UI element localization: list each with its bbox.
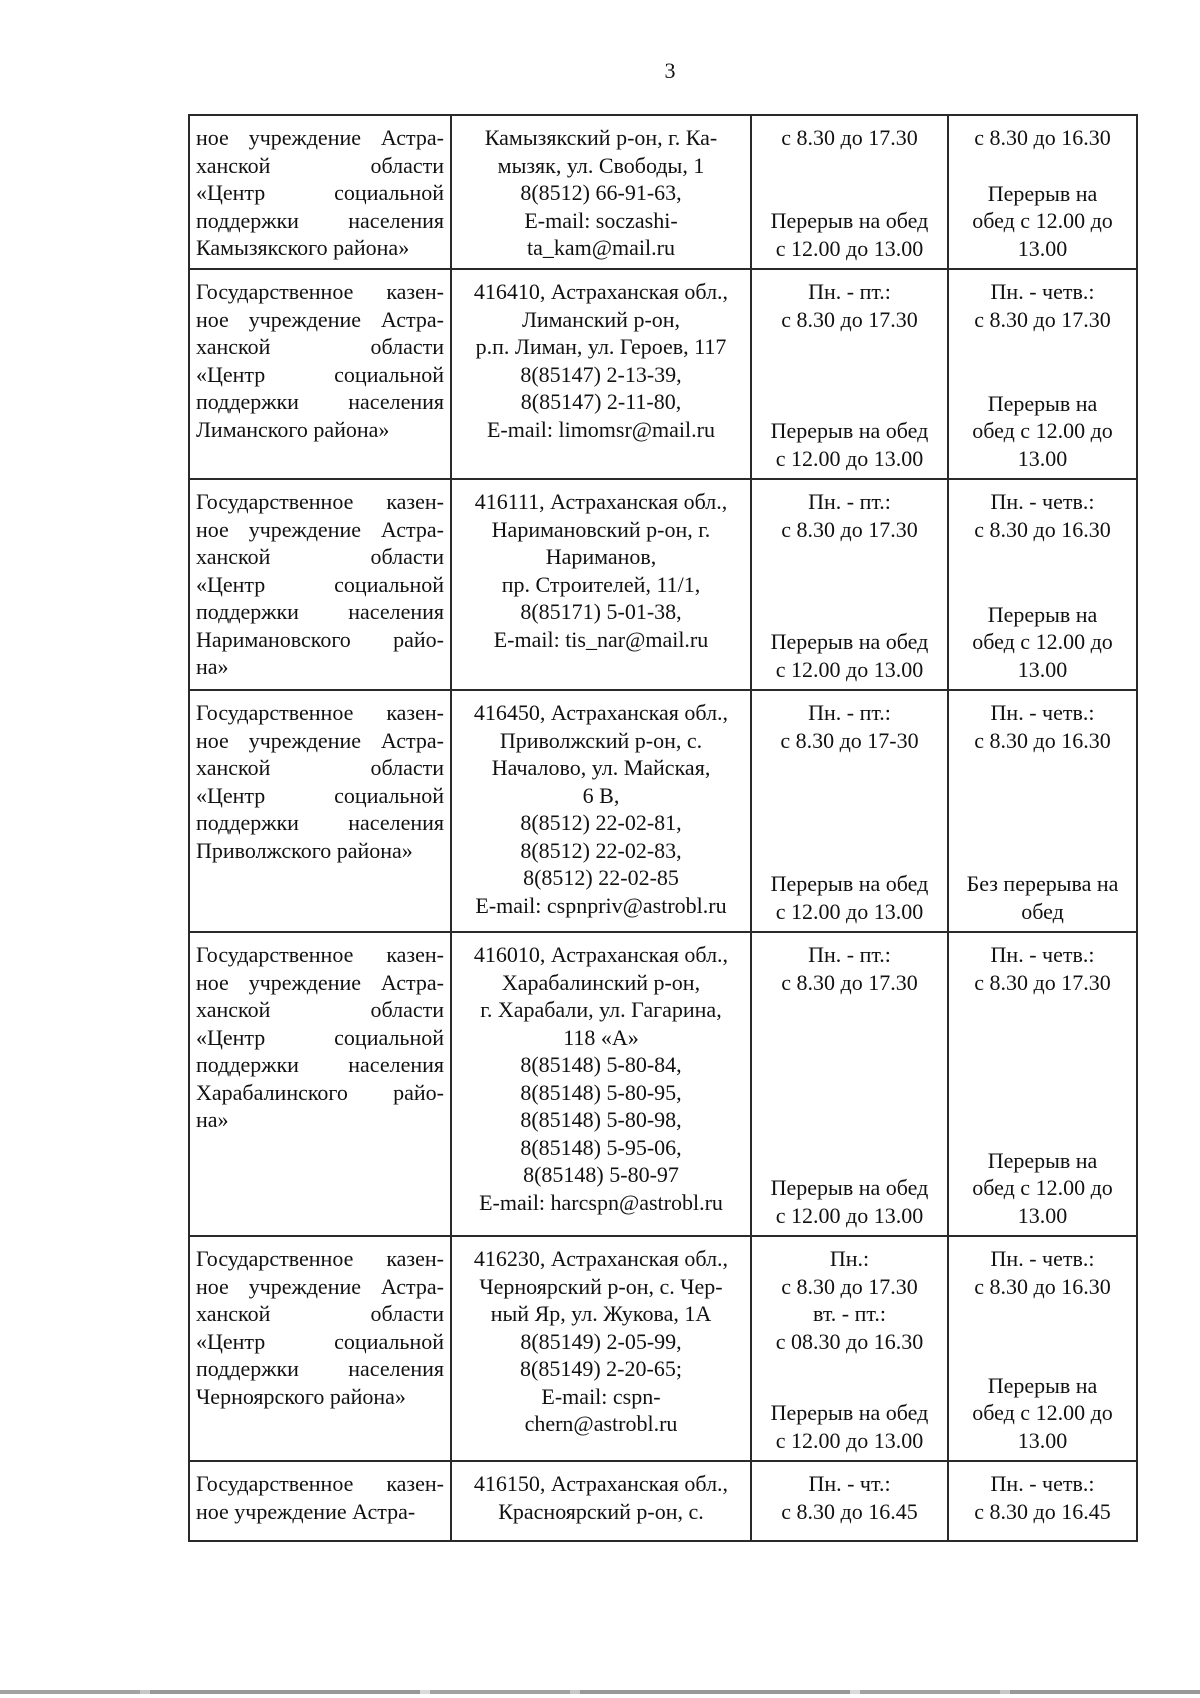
institution-name-cell — [189, 1236, 451, 1461]
text-line: 416111, Астраханская обл., — [474, 489, 728, 514]
lunch-break — [955, 870, 1130, 925]
address-contacts-cell — [451, 115, 751, 269]
work-hours-cell — [751, 932, 948, 1236]
lunch-break — [955, 601, 1130, 684]
text-line: обед с 12.00 до — [972, 208, 1113, 233]
text-line: ное учреждение Астра- — [196, 125, 444, 150]
text-line: Перерыв на обед — [770, 418, 929, 443]
table-row — [189, 690, 1137, 932]
text-line: с 8.30 до 17.30 — [781, 306, 918, 332]
text-line: 416230, Астраханская обл., — [473, 1246, 729, 1271]
text-line: 13.00 — [1017, 1202, 1068, 1228]
text-line: обед с 12.00 до — [972, 629, 1113, 654]
lunch-break — [955, 1372, 1130, 1455]
text-line: обед с 12.00 до — [972, 418, 1113, 443]
schedule-hours — [758, 941, 941, 996]
text-line: с 12.00 до 13.00 — [775, 656, 924, 682]
text-line: поддержки населения — [196, 207, 444, 233]
text-line: 13.00 — [1017, 235, 1068, 261]
text-line: E-mail: harcspn@astrobl.ru — [479, 1189, 723, 1215]
text-line: 13.00 — [1017, 656, 1068, 682]
text-line: ное учреждение Астра- — [196, 969, 444, 995]
text-line: Перерыв на — [987, 390, 1098, 416]
text-line: Харабалинского райо- — [196, 1079, 444, 1105]
text-line: поддержки населения — [196, 1052, 444, 1077]
reception-hours-cell — [948, 690, 1137, 932]
lunch-break — [758, 870, 941, 925]
text-line: обед — [1021, 898, 1064, 924]
schedule-hours — [955, 941, 1130, 996]
text-line: с 8.30 до 16.45 — [781, 1498, 918, 1524]
text-line: 13.00 — [1017, 1427, 1068, 1453]
text-line: с 8.30 до 17.30 — [974, 969, 1111, 995]
text-line: Харабалинский р-он, — [501, 969, 701, 995]
text-line: 8(85148) 5-80-98, — [520, 1107, 682, 1132]
text-line: на» — [196, 1107, 229, 1132]
text-line: на» — [196, 654, 229, 679]
text-line: 8(8512) 66-91-63, — [520, 180, 682, 205]
reception-hours-cell — [948, 479, 1137, 690]
text-line: Нариманов, — [545, 544, 657, 569]
schedule-hours — [955, 278, 1130, 333]
table-row — [189, 932, 1137, 1236]
text-line: 8(85148) 5-95-06, — [520, 1134, 682, 1160]
text-line: с 12.00 до 13.00 — [775, 1202, 924, 1228]
reception-hours-cell — [948, 1236, 1137, 1461]
schedule-hours — [955, 699, 1130, 754]
schedule-hours — [758, 1470, 941, 1525]
page-number: 3 — [664, 58, 676, 83]
text-line: Пн.: — [829, 1246, 870, 1271]
text-line: Приволжский р-он, с. — [499, 727, 703, 753]
text-line: Наримановского райо- — [196, 626, 444, 652]
text-line: с 12.00 до 13.00 — [775, 1427, 924, 1453]
text-line: мызяк, ул. Свободы, 1 — [497, 152, 705, 178]
text-line: 8(85149) 2-20-65; — [520, 1356, 682, 1381]
text-line: с 12.00 до 13.00 — [775, 898, 924, 924]
text-line: с 8.30 до 16.30 — [974, 1273, 1111, 1299]
text-line: Перерыв на обед — [770, 1400, 929, 1425]
reception-hours-cell — [948, 932, 1137, 1236]
text-line: 13.00 — [1017, 445, 1068, 471]
text-line: поддержки населения — [196, 810, 444, 835]
text-line: «Центр социальной — [196, 782, 444, 808]
lunch-break — [955, 390, 1130, 473]
table-row — [189, 269, 1137, 479]
text-line: 8(85171) 5-01-38, — [520, 599, 682, 624]
text-line: E-mail: soczashi- — [524, 207, 678, 233]
text-line: «Центр социальной — [196, 571, 444, 597]
text-line: Государственное казен- — [196, 1471, 444, 1496]
text-line: Пн. - четв.: — [990, 1471, 1095, 1496]
text-line: с 8.30 до 16.30 — [974, 727, 1111, 753]
address-contacts-cell — [451, 932, 751, 1236]
text-line: Государственное казен- — [196, 700, 444, 725]
text-line: Пн. - четв.: — [990, 489, 1095, 514]
table-row — [189, 115, 1137, 269]
text-line: 8(85148) 5-80-84, — [520, 1052, 682, 1077]
text-line: пр. Строителей, 11/1, — [501, 571, 701, 597]
address-contacts-cell — [451, 1461, 751, 1541]
lunch-break — [758, 417, 941, 472]
text-line: Государственное казен- — [196, 1246, 444, 1271]
text-line: 8(85148) 5-80-95, — [520, 1079, 682, 1105]
text-line: 416450, Астраханская обл., — [473, 700, 729, 725]
text-line: Пн. - пт.: — [808, 279, 891, 304]
text-line: Камызякский р-он, г. Ка- — [484, 125, 718, 150]
text-line: Наримановский р-он, г. — [491, 516, 711, 542]
text-line: 416410, Астраханская обл., — [473, 279, 729, 304]
text-line: г. Харабали, ул. Гагарина, — [480, 997, 722, 1022]
text-line: с 8.30 до 16.45 — [974, 1498, 1111, 1524]
reception-hours-cell — [948, 1461, 1137, 1541]
text-line: Пн. - четв.: — [990, 700, 1095, 725]
institution-name-cell — [189, 115, 451, 269]
schedule-hours — [955, 124, 1130, 152]
work-hours-cell — [751, 269, 948, 479]
text-line: 8(85148) 5-80-97 — [523, 1162, 679, 1187]
text-line: ханской области — [196, 1301, 444, 1326]
text-line: E-mail: limomsr@mail.ru — [486, 416, 715, 442]
text-line: с 8.30 до 16.30 — [974, 516, 1111, 542]
address-contacts-cell — [451, 479, 751, 690]
text-line: ханской области — [196, 755, 444, 780]
text-line: Государственное казен- — [196, 942, 444, 967]
lunch-break — [758, 1399, 941, 1454]
text-line: Государственное казен- — [196, 279, 444, 304]
institution-name-cell — [189, 269, 451, 479]
work-hours-cell — [751, 479, 948, 690]
text-line: с 12.00 до 13.00 — [775, 235, 924, 261]
text-line: 416150, Астраханская обл., — [473, 1471, 729, 1496]
table-row — [189, 479, 1137, 690]
text-line: ное учреждение Астра- — [196, 306, 444, 332]
text-line: вт. - пт.: — [813, 1301, 886, 1326]
institution-name-cell — [189, 479, 451, 690]
text-line: поддержки населения — [196, 1356, 444, 1381]
text-line: Перерыв на — [987, 601, 1098, 627]
institutions-table — [188, 114, 1138, 1542]
schedule-hours — [758, 278, 941, 333]
address-contacts-cell — [451, 269, 751, 479]
text-line: Черноярского района» — [196, 1383, 406, 1409]
text-line: «Центр социальной — [196, 1024, 444, 1050]
text-line: «Центр социальной — [196, 180, 444, 205]
text-line: Перерыв на — [987, 1372, 1098, 1398]
text-line: обед с 12.00 до — [972, 1175, 1113, 1200]
text-line: ta_kam@mail.ru — [527, 235, 675, 260]
text-line: р.п. Лиман, ул. Героев, 117 — [475, 334, 727, 359]
table-body — [189, 115, 1137, 1541]
lunch-break — [758, 207, 941, 262]
table-row — [189, 1461, 1137, 1541]
text-line: Без перерыва на — [966, 871, 1119, 896]
text-line: Перерыв на обед — [770, 871, 929, 896]
text-line: «Центр социальной — [196, 361, 444, 387]
text-line: с 8.30 до 17.30 — [974, 306, 1111, 332]
text-line: Пн. - пт.: — [808, 489, 891, 514]
text-line: Лиманский р-он, — [521, 306, 681, 332]
schedule-hours — [758, 1245, 941, 1355]
text-line: Пн. - четв.: — [990, 279, 1095, 304]
lunch-break — [955, 1147, 1130, 1230]
table-row — [189, 1236, 1137, 1461]
text-line: с 08.30 до 16.30 — [775, 1328, 924, 1354]
text-line: «Центр социальной — [196, 1328, 444, 1354]
text-line: Приволжского района» — [196, 837, 413, 863]
schedule-hours — [955, 1470, 1130, 1525]
text-line: Лиманского района» — [196, 416, 390, 442]
text-line: 8(85147) 2-11-80, — [520, 389, 682, 414]
text-line: 6 В, — [582, 782, 620, 808]
work-hours-cell — [751, 1461, 948, 1541]
text-line: с 8.30 до 17.30 — [781, 1273, 918, 1299]
schedule-hours — [758, 124, 941, 152]
lunch-break — [758, 628, 941, 683]
lunch-break — [758, 1174, 941, 1229]
text-line: Пн. - пт.: — [808, 942, 891, 967]
institution-name-cell — [189, 932, 451, 1236]
text-line: ное учреждение Астра- — [196, 516, 444, 542]
work-hours-cell — [751, 115, 948, 269]
text-line: 8(85149) 2-05-99, — [520, 1328, 682, 1354]
text-line: Перерыв на обед — [770, 629, 929, 654]
text-line: 8(8512) 22-02-81, — [520, 810, 682, 835]
scan-artifact-line — [0, 1690, 1200, 1694]
reception-hours-cell — [948, 269, 1137, 479]
work-hours-cell — [751, 690, 948, 932]
text-line: с 8.30 до 17-30 — [780, 727, 919, 753]
address-contacts-cell — [451, 690, 751, 932]
text-line: поддержки населения — [196, 599, 444, 624]
schedule-hours — [955, 488, 1130, 543]
text-line: Государственное казен- — [196, 489, 444, 514]
text-line: с 8.30 до 16.30 — [974, 125, 1111, 150]
text-line: обед с 12.00 до — [972, 1400, 1113, 1425]
text-line: ное учреждение Астра- — [196, 727, 444, 753]
schedule-hours — [758, 699, 941, 754]
text-line: 8(8512) 22-02-85 — [523, 865, 679, 890]
text-line: Камызякского района» — [196, 235, 410, 260]
text-line: Пн. - четв.: — [990, 942, 1095, 967]
schedule-hours — [758, 488, 941, 543]
text-line: с 12.00 до 13.00 — [775, 445, 924, 471]
text-line: ный Яр, ул. Жукова, 1А — [490, 1301, 712, 1326]
schedule-hours — [955, 1245, 1130, 1300]
text-line: ханской области — [196, 152, 444, 178]
text-line: ханской области — [196, 544, 444, 569]
text-line: Черноярский р-он, с. Чер- — [479, 1273, 723, 1299]
text-line: Пн. - четв.: — [990, 1246, 1095, 1271]
work-hours-cell — [751, 1236, 948, 1461]
text-line: 8(85147) 2-13-39, — [520, 361, 682, 387]
reception-hours-cell — [948, 115, 1137, 269]
text-line: ханской области — [196, 997, 444, 1022]
text-line: поддержки населения — [196, 389, 444, 414]
institution-name-cell — [189, 1461, 451, 1541]
text-line: с 8.30 до 17.30 — [781, 516, 918, 542]
text-line: Перерыв на — [987, 180, 1098, 206]
institution-name-cell — [189, 690, 451, 932]
text-line: ное учреждение Астра- — [196, 1273, 444, 1299]
text-line: с 8.30 до 17.30 — [781, 125, 918, 150]
text-line: chern@astrobl.ru — [524, 1411, 678, 1436]
address-contacts-cell — [451, 1236, 751, 1461]
text-line: ное учреждение Астра- — [196, 1498, 416, 1524]
text-line: ханской области — [196, 334, 444, 359]
text-line: Началово, ул. Майская, — [491, 755, 711, 780]
text-line: с 8.30 до 17.30 — [781, 969, 918, 995]
text-line: Пн. - пт.: — [808, 700, 891, 725]
text-line: E-mail: cspn- — [541, 1383, 661, 1409]
text-line: Пн. - чт.: — [808, 1471, 891, 1496]
text-line: Красноярский р-он, с. — [498, 1498, 704, 1524]
text-line: E-mail: tis_nar@mail.ru — [493, 626, 709, 652]
text-line: Перерыв на — [987, 1147, 1098, 1173]
text-line: 118 «А» — [563, 1024, 639, 1050]
text-line: 416010, Астраханская обл., — [473, 942, 729, 967]
text-line: 8(8512) 22-02-83, — [520, 837, 682, 863]
text-line: Перерыв на обед — [770, 208, 929, 233]
lunch-break — [955, 180, 1130, 263]
text-line: E-mail: cspnpriv@astrobl.ru — [475, 892, 727, 918]
text-line: Перерыв на обед — [770, 1175, 929, 1200]
